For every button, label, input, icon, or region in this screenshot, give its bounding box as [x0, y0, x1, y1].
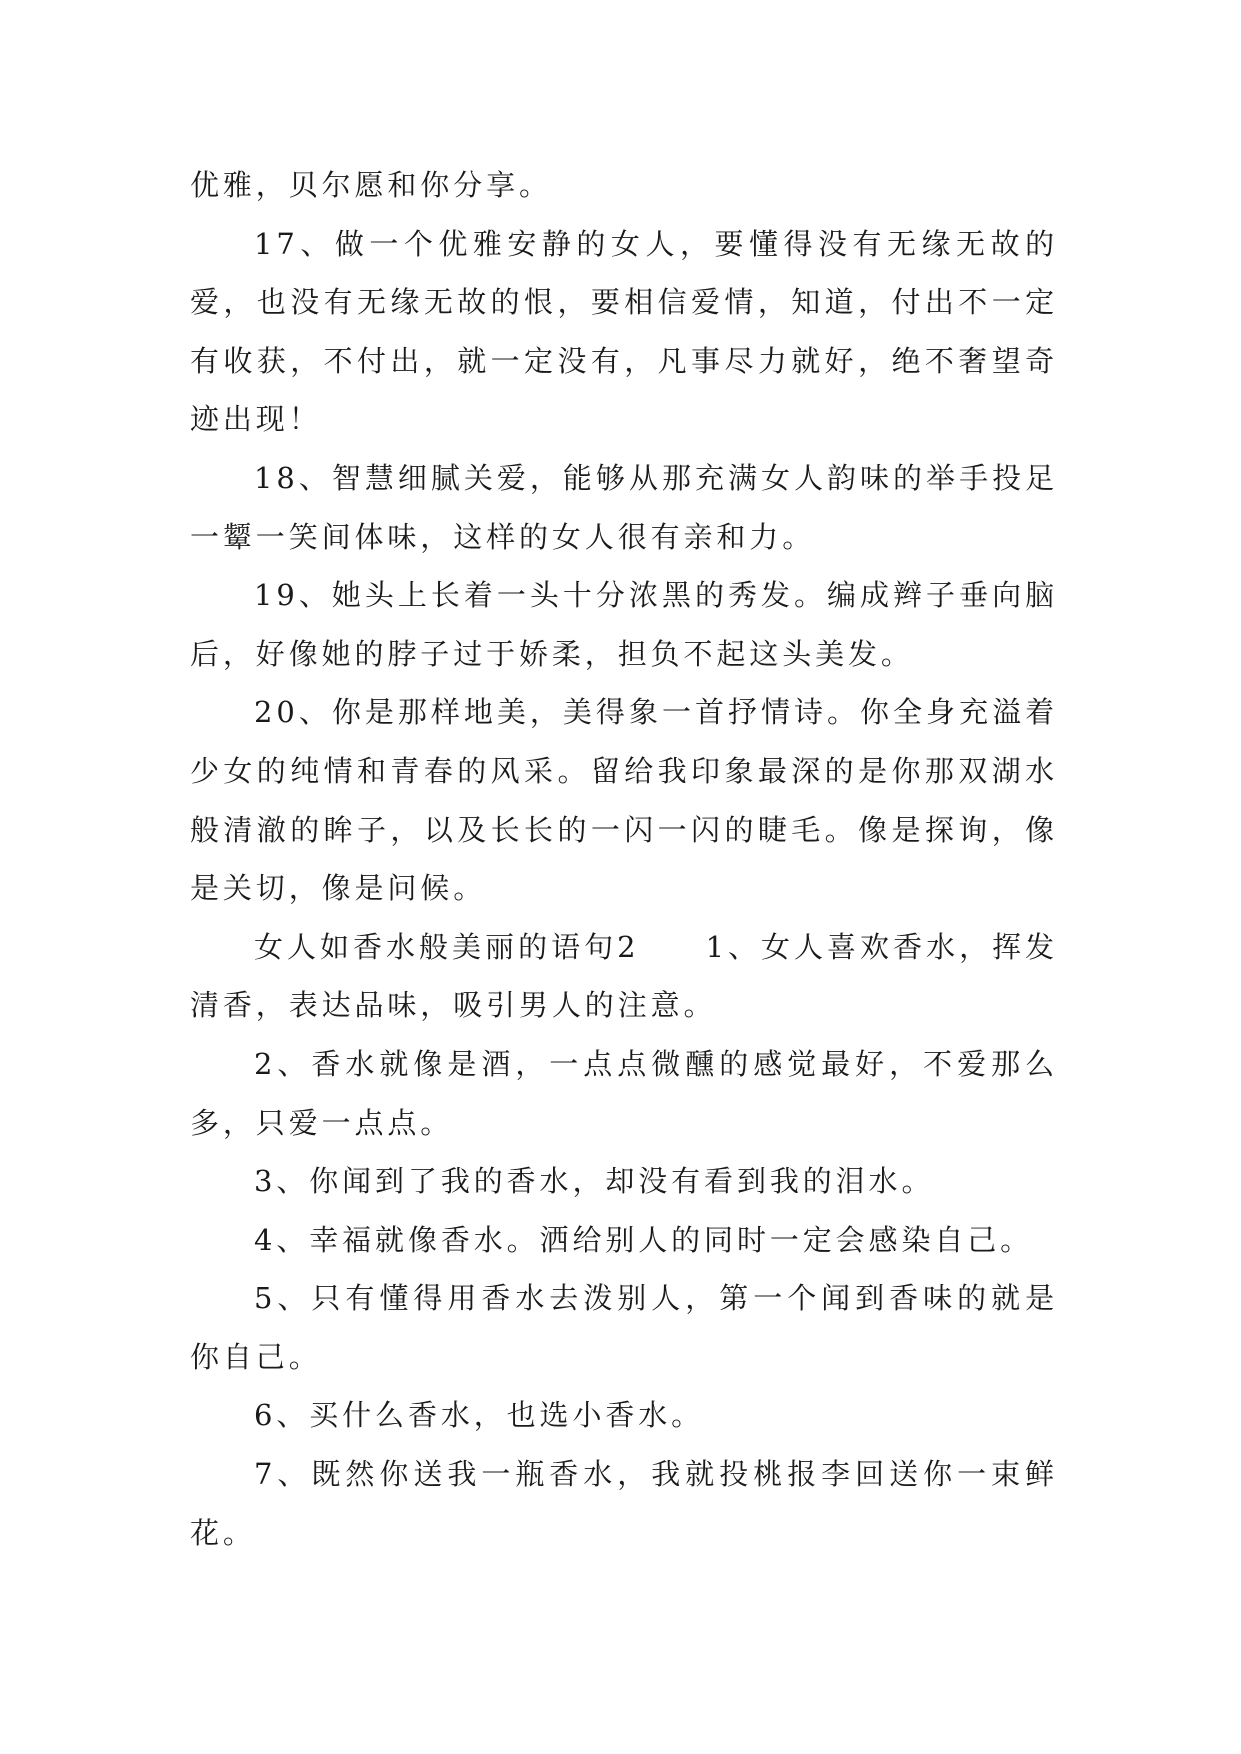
- paragraph-item-5: 5、只有懂得用香水去泼别人，第一个闻到香味的就是你自己。: [190, 1281, 1058, 1374]
- paragraph-item-20: 20、你是那样地美，美得象一首抒情诗。你全身充溢着少女的纯情和青春的风采。留给我印象最深的是你那双湖水般清澈的眸子，以及长长的一闪一闪的睫毛。像是探询，像是关切，像是问候。: [190, 695, 1058, 906]
- paragraph-item-7: 7、既然你送我一瓶香水，我就投桃报李回送你一束鲜花。: [190, 1457, 1058, 1550]
- paragraph-item-19: 19、她头上长着一头十分浓黑的秀发。编成辫子垂向脑后，好像她的脖子过于娇柔，担负不起这头美发。: [190, 578, 1058, 671]
- paragraph-item-2: 2、香水就像是酒，一点点微醺的感觉最好，不爱那么多，只爱一点点。: [190, 1046, 1058, 1140]
- document-body: [190, 156, 1058, 1562]
- paragraph-item-4: 4、幸福就像香水。洒给别人的同时一定会感染自己。: [254, 1222, 1034, 1257]
- paragraph-item-17: 17、做一个优雅安静的女人，要懂得没有无缘无故的爱，也没有无缘无故的恨，要相信爱情，知道，付出不一定有收获，不付出，就一定没有，凡事尽力就好，绝不奢望奇迹出现！: [190, 226, 1058, 437]
- paragraph-continuation: 优雅，贝尔愿和你分享。: [190, 168, 552, 202]
- paragraph-item-6: 6、买什么香水，也选小香水。: [254, 1398, 705, 1433]
- paragraph-item-18: 18、智慧细腻关爱，能够从那充满女人韵味的举手投足一颦一笑间体味，这样的女人很有亲和力。: [190, 460, 1058, 554]
- paragraph-section-2-item-1: 女人如香水般美丽的语句2 1、女人喜欢香水，挥发清香，表达品味，吸引男人的注意。: [190, 929, 1058, 1023]
- paragraph-item-3: 3、你闻到了我的香水，却没有看到我的泪水。: [254, 1164, 935, 1199]
